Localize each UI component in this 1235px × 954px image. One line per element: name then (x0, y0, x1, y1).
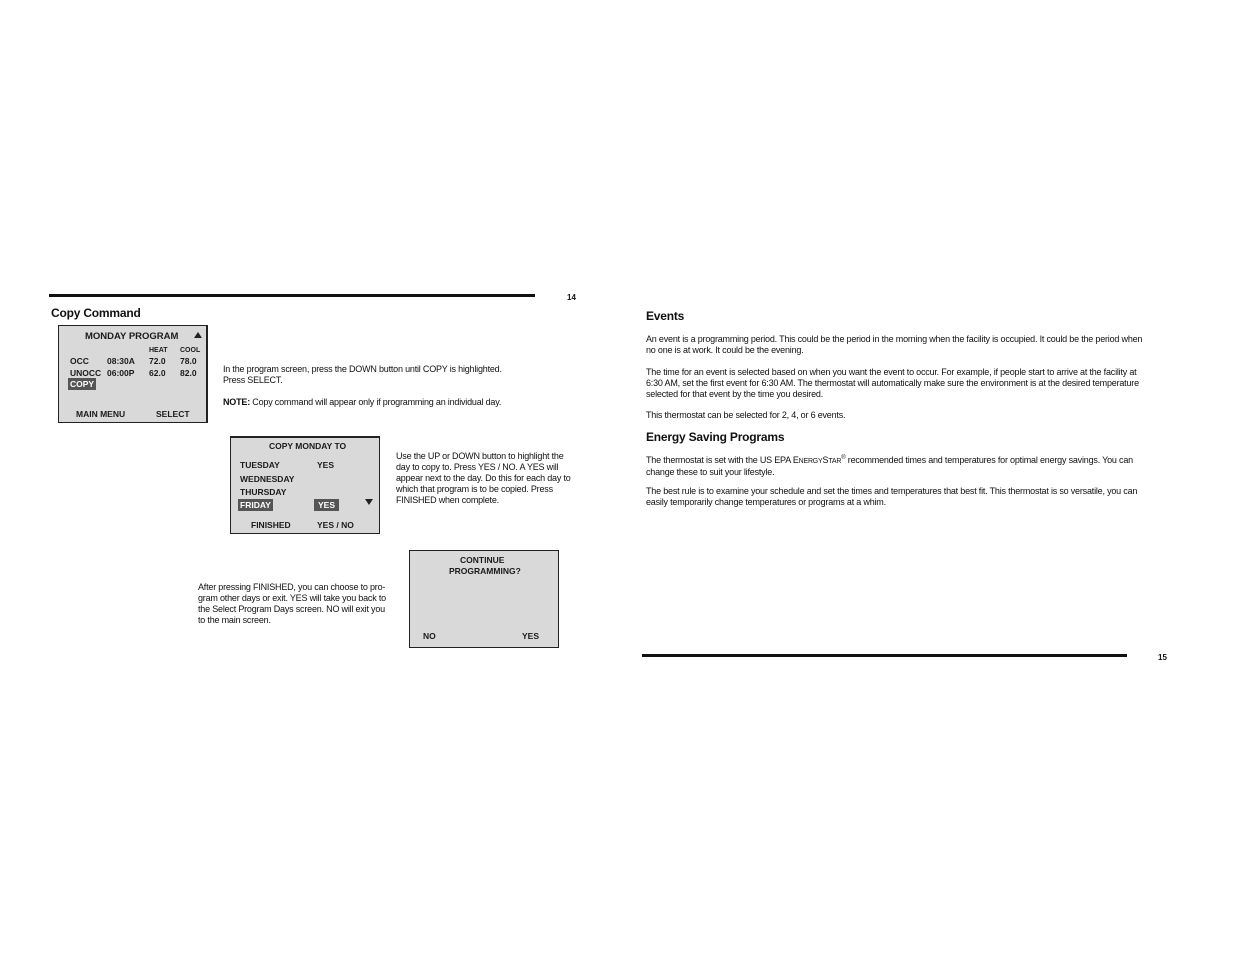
events-p2-line: 6:30 AM, set the first event for 6:30 AM. The thermostat will automatically make sure the environment is at the desired temperature (646, 378, 1139, 388)
day-friday-highlight: FRIDAY (240, 500, 271, 510)
para3-line: the Select Program Days screen. NO will exit you (198, 604, 385, 614)
unocc-time: 06:00P (107, 368, 135, 378)
right-bottom-rule (642, 654, 1127, 657)
finished-softkey: FINISHED (251, 520, 291, 530)
copy-highlight: COPY (70, 379, 95, 389)
events-para-3: This thermostat can be selected for 2, 4, or 6 events. (646, 410, 846, 420)
energy-p2-line: The best rule is to examine your schedule and set the times and temperatures that best fit. This thermostat is so versatile, you can (646, 486, 1138, 496)
events-para-1 (646, 334, 1142, 356)
copy-to-instructions-para (396, 451, 571, 506)
page-number-right: 15 (1158, 653, 1167, 662)
yes-no-softkey: YES / NO (317, 520, 354, 530)
page-number-left: 14 (567, 293, 576, 302)
day-tuesday: TUESDAY (240, 460, 280, 470)
events-heading: Events (646, 309, 685, 323)
occ-label: OCC (70, 356, 89, 366)
brand-letter: S (822, 455, 829, 465)
energy-para-1 (646, 453, 1133, 478)
yes-softkey: YES (522, 631, 540, 641)
up-arrow-icon (194, 332, 202, 338)
left-top-rule (49, 294, 535, 297)
para2-line: day to copy to. Press YES / NO. A YES will (396, 462, 559, 472)
para1-line2: Press SELECT. (223, 375, 283, 385)
monday-program-screen (58, 325, 208, 423)
events-p2-line: The time for an event is selected based on when you want the event to occur. For example, if people start to arrive at the facility at (646, 367, 1137, 377)
note-para (223, 397, 501, 408)
energy-p1-line2: change these to suit your lifestyle. (646, 467, 775, 477)
day-wednesday: WEDNESDAY (240, 474, 295, 484)
down-arrow-icon (365, 499, 373, 505)
energy-para-2 (646, 486, 1137, 508)
occ-time: 08:30A (107, 356, 135, 366)
para1-line1: In the program screen, press the DOWN button until COPY is highlighted. (223, 364, 502, 374)
para3-line: to the main screen. (198, 615, 271, 625)
main-menu-softkey: MAIN MENU (76, 409, 126, 419)
energy-p1-text-a: The thermostat is set with the US EPA (646, 455, 793, 465)
energy-saving-heading: Energy Saving Programs (646, 430, 785, 444)
events-p2-line: selected for that event by the time you desired. (646, 389, 824, 399)
events-p1-line: An event is a programming period. This could be the period in the morning when the facility is occupied. It could be the period when (646, 334, 1143, 344)
para2-line: which that program is to be copied. Press (396, 484, 553, 494)
screen-title: MONDAY PROGRAM (85, 331, 179, 342)
no-softkey: NO (423, 631, 436, 641)
day-friday-value-highlight: YES (314, 499, 339, 511)
occ-heat: 72.0 (149, 356, 166, 366)
para2-line: FINISHED when complete. (396, 495, 499, 505)
screen-title: COPY MONDAY TO (269, 441, 347, 451)
day-tuesday-value: YES (317, 460, 335, 470)
brand-smallcaps: NERGY (798, 458, 823, 465)
para3-line: After pressing FINISHED, you can choose to pro- (198, 582, 386, 592)
events-para-2 (646, 367, 1139, 400)
copy-command-heading: Copy Command (51, 306, 141, 320)
copy-monday-to-screen (230, 436, 380, 534)
cool-column-header: COOL (180, 347, 201, 354)
energystar-brand (793, 455, 846, 465)
para2-line: appear next to the day. Do this for each day to (396, 473, 571, 483)
continue-programming-screen (409, 550, 559, 648)
brand-letter: E (792, 455, 799, 465)
energy-p1-text-b: recommended times and temperatures for optimal energy savings. You can (845, 455, 1133, 465)
copy-instructions-para (223, 364, 502, 386)
select-softkey: SELECT (156, 409, 190, 419)
para2-line: Use the UP or DOWN button to highlight the (396, 451, 564, 461)
occ-cool: 78.0 (180, 356, 197, 366)
para3-line: gram other days or exit. YES will take you back to (198, 593, 386, 603)
after-finished-para (198, 582, 386, 626)
heat-column-header: HEAT (149, 347, 168, 354)
note-text: Copy command will appear only if programming an individual day. (250, 397, 502, 407)
unocc-cool: 82.0 (180, 368, 197, 378)
note-label: NOTE: (223, 397, 250, 407)
unocc-heat: 62.0 (149, 368, 166, 378)
screen-title-line1: CONTINUE (460, 555, 505, 565)
brand-smallcaps: TAR (828, 458, 842, 465)
energy-p2-line: easily temporarily change temperatures or programs at a whim. (646, 497, 886, 507)
unocc-label: UNOCC (70, 368, 102, 378)
day-thursday: THURSDAY (240, 487, 287, 497)
events-p1-line: no one is at work. It could be the evening. (646, 345, 804, 355)
registered-mark: ® (841, 455, 846, 461)
screen-title-line2: PROGRAMMING? (449, 566, 521, 576)
